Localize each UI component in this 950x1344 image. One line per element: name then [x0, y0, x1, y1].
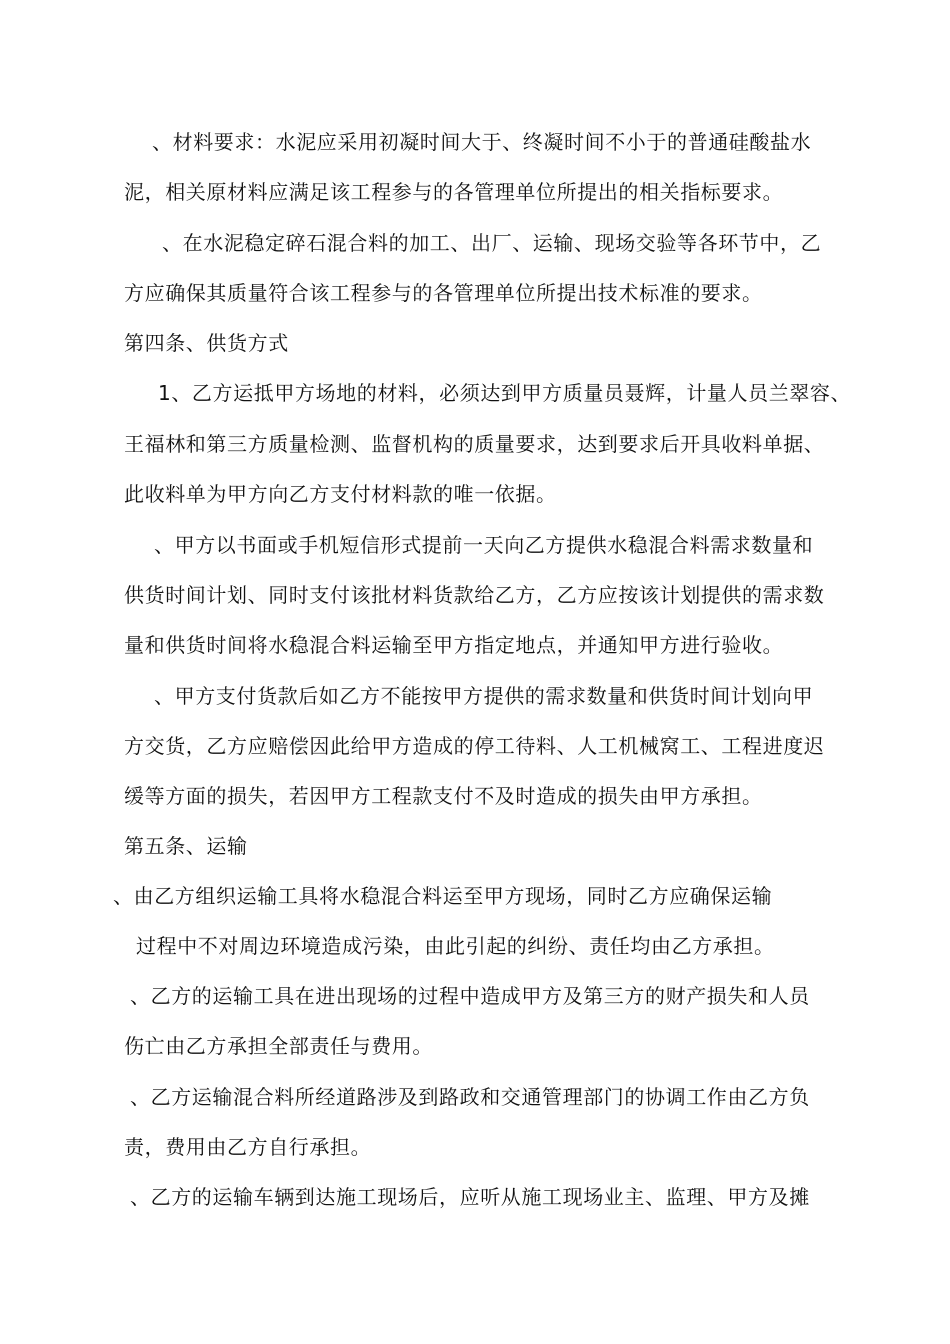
section-heading: 第四条、供货方式: [124, 331, 289, 355]
text-line: 、甲方以书面或手机短信形式提前一天向乙方提供水稳混合料需求数量和: [154, 533, 814, 557]
text-line: 过程中不对周边环境造成污染，由此引起的纠纷、责任均由乙方承担。: [136, 934, 775, 958]
text-line: 供货时间计划、同时支付该批材料货款给乙方，乙方应按该计划提供的需求数: [124, 583, 825, 607]
text-line: 此收料单为甲方向乙方支付材料款的唯一依据。: [124, 482, 557, 506]
text-line: 王福林和第三方质量检测、监督机构的质量要求，达到要求后开具收料单据、: [124, 432, 825, 456]
text-line: 、甲方支付货款后如乙方不能按甲方提供的需求数量和供货时间计划向甲: [154, 684, 814, 708]
text-line: 量和供货时间将水稳混合料运输至甲方指定地点，并通知甲方进行验收。: [124, 633, 784, 657]
text-line: 、乙方的运输车辆到达施工现场后，应听从施工现场业主、监理、甲方及摊: [130, 1185, 810, 1209]
text-line: 、由乙方组织运输工具将水稳混合料运至甲方现场，同时乙方应确保运输: [113, 884, 773, 908]
text-line: 、乙方运输混合料所经道路涉及到路政和交通管理部门的协调工作由乙方负: [130, 1085, 810, 1109]
text-line: 方交货，乙方应赔偿因此给甲方造成的停工待料、人工机械窝工、工程进度迟: [124, 734, 825, 758]
text-line: 伤亡由乙方承担全部责任与费用。: [124, 1034, 433, 1058]
text-line: 方应确保其质量符合该工程参与的各管理单位所提出技术标准的要求。: [124, 281, 763, 305]
text-line: 缓等方面的损失，若因甲方工程款支付不及时造成的损失由甲方承担。: [124, 784, 763, 808]
text-line: 、材料要求：水泥应采用初凝时间大于、终凝时间不小于的普通硅酸盐水: [152, 130, 812, 154]
section-heading: 第五条、运输: [124, 834, 248, 858]
text-line: 责，费用由乙方自行承担。: [124, 1135, 372, 1159]
text-line: 1、乙方运抵甲方场地的材料，必须达到甲方质量员聂辉，计量人员兰翠容、: [158, 381, 852, 405]
text-line: 、乙方的运输工具在进出现场的过程中造成甲方及第三方的财产损失和人员: [130, 984, 810, 1008]
text-line: 、在水泥稳定碎石混合料的加工、出厂、运输、现场交验等各环节中，乙: [162, 231, 822, 255]
text-line: 泥，相关原材料应满足该工程参与的各管理单位所提出的相关指标要求。: [124, 180, 784, 204]
